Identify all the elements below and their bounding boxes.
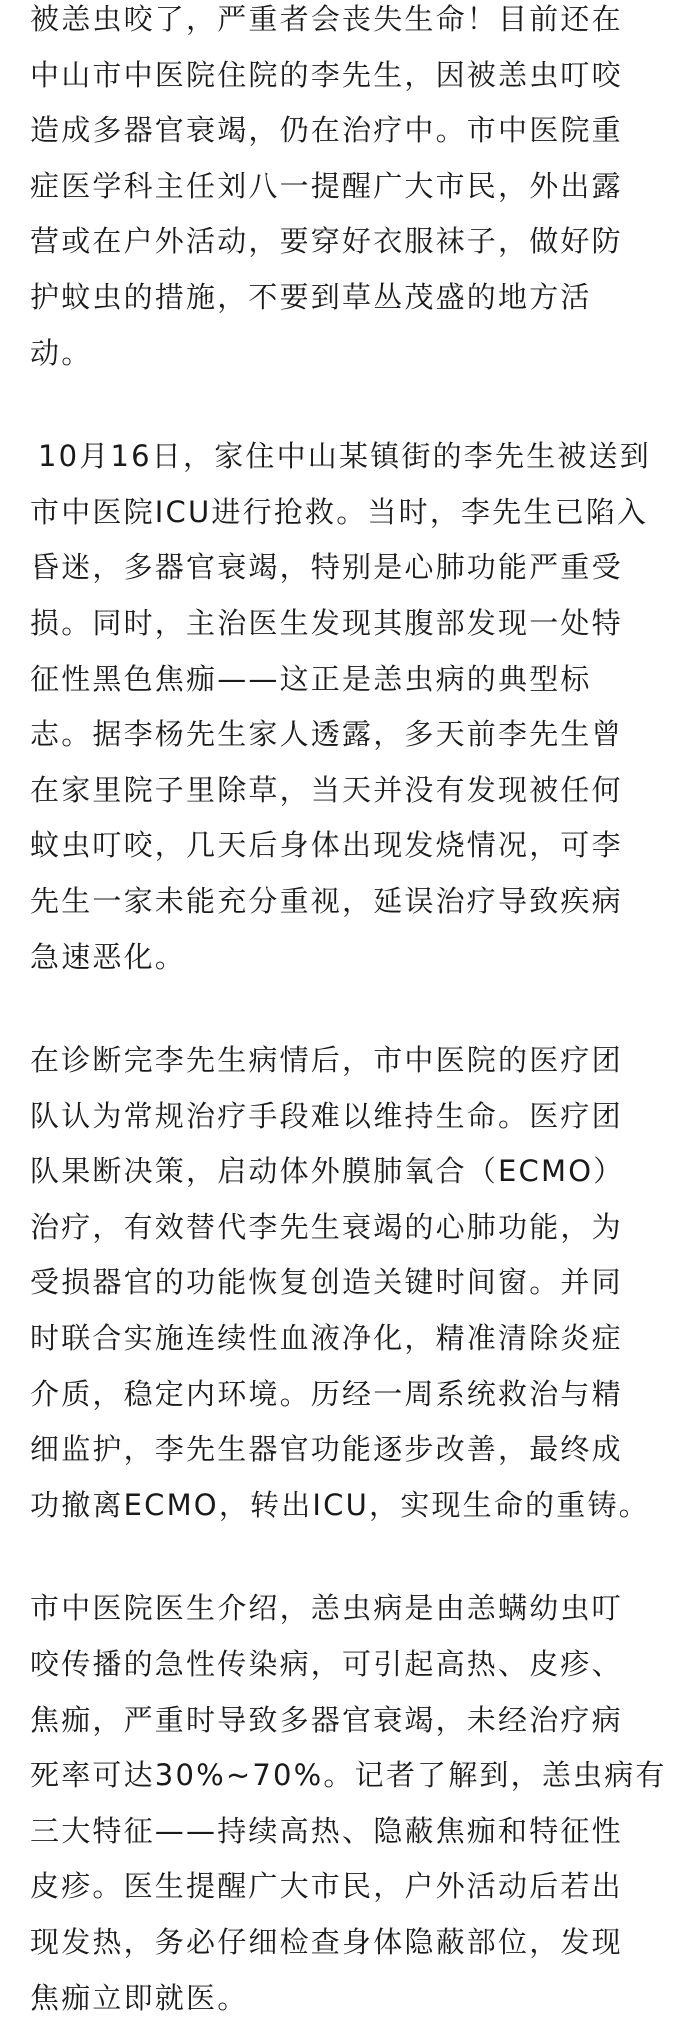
text-line: 市中医院医生介绍，恙虫病是由恙螨幼虫叮 bbox=[30, 1591, 623, 1626]
text-line: 志。据李杨先生家人透露，多天前李先生曾 bbox=[30, 717, 623, 752]
text-line: 症医学科主任刘八一提醒广大市民，外出露 bbox=[30, 168, 623, 203]
text-line: 细监护，李先生器官功能逐步改善，最终成 bbox=[30, 1432, 623, 1467]
text-line: 时联合实施连续性血液净化，精准清除炎症 bbox=[30, 1321, 623, 1356]
text-line: 队果断决策，启动体外膜肺氧合（ECMO） bbox=[30, 1154, 625, 1189]
article-paragraph bbox=[30, 1581, 680, 2026]
text-line: 介质，稳定内环境。历经一周系统救治与精 bbox=[30, 1376, 623, 1411]
text-line: 蚊虫叮咬，几天后身体出现发烧情况，可李 bbox=[30, 828, 623, 863]
text-line: 损。同时，主治医生发现其腹部发现一处特 bbox=[30, 605, 623, 640]
text-line: 在家里院子里除草，当天并没有发现被任何 bbox=[30, 772, 623, 807]
text-line: 动。 bbox=[30, 335, 93, 370]
text-line: 皮疹。医生提醒广大市民，户外活动后若出 bbox=[30, 1869, 623, 1904]
text-line: 队认为常规治疗手段难以维持生命。医疗团 bbox=[30, 1098, 623, 1133]
article-paragraph bbox=[30, 1033, 680, 1533]
text-line: 焦痂，严重时导致多器官衰竭，未经治疗病 bbox=[30, 1702, 623, 1737]
text-line: 护蚊虫的措施，不要到草丛茂盛的地方活 bbox=[30, 279, 592, 314]
article-paragraph bbox=[30, 429, 680, 985]
text-line: 被恙虫咬了，严重者会丧失生命！目前还在 bbox=[30, 2, 623, 36]
text-line: 焦痂立即就医。 bbox=[30, 1980, 249, 2015]
article-body bbox=[30, 0, 680, 2026]
text-line: 急速恶化。 bbox=[30, 939, 187, 974]
text-line: 在诊断完李先生病情后，市中医院的医疗团 bbox=[30, 1043, 623, 1078]
text-line: 三大特征——持续高热、隐蔽焦痂和特征性 bbox=[30, 1813, 623, 1848]
text-line: 功撤离ECMO，转出ICU，实现生命的重铸。 bbox=[30, 1487, 650, 1522]
paragraph-spacer bbox=[30, 1533, 680, 1581]
text-line: 征性黑色焦痂——这正是恙虫病的典型标 bbox=[30, 661, 592, 696]
text-line: 市中医院ICU进行抢救。当时，李先生已陷入 bbox=[30, 494, 649, 529]
text-line: 10月16日，家住中山某镇街的李先生被送到 bbox=[38, 439, 652, 474]
text-line: 造成多器官衰竭，仍在治疗中。市中医院重 bbox=[30, 113, 623, 148]
text-line: 中山市中医院住院的李先生，因被恙虫叮咬 bbox=[30, 57, 623, 92]
text-line: 治疗，有效替代李先生衰竭的心肺功能，为 bbox=[30, 1209, 623, 1244]
text-line: 先生一家未能充分重视，延误治疗导致疾病 bbox=[30, 883, 623, 918]
text-line: 昏迷，多器官衰竭，特别是心肺功能严重受 bbox=[30, 550, 623, 585]
article-paragraph bbox=[30, 0, 680, 381]
text-line: 咬传播的急性传染病，可引起高热、皮疹、 bbox=[30, 1647, 623, 1682]
text-line: 现发热，务必仔细检查身体隐蔽部位，发现 bbox=[30, 1925, 623, 1959]
text-line: 营或在户外活动，要穿好衣服袜子，做好防 bbox=[30, 224, 623, 259]
text-line: 死率可达30%~70%。记者了解到，恙虫病有 bbox=[30, 1758, 667, 1793]
paragraph-spacer bbox=[30, 985, 680, 1033]
paragraph-spacer bbox=[30, 381, 680, 429]
text-line: 受损器官的功能恢复创造关键时间窗。并同 bbox=[30, 1265, 623, 1300]
